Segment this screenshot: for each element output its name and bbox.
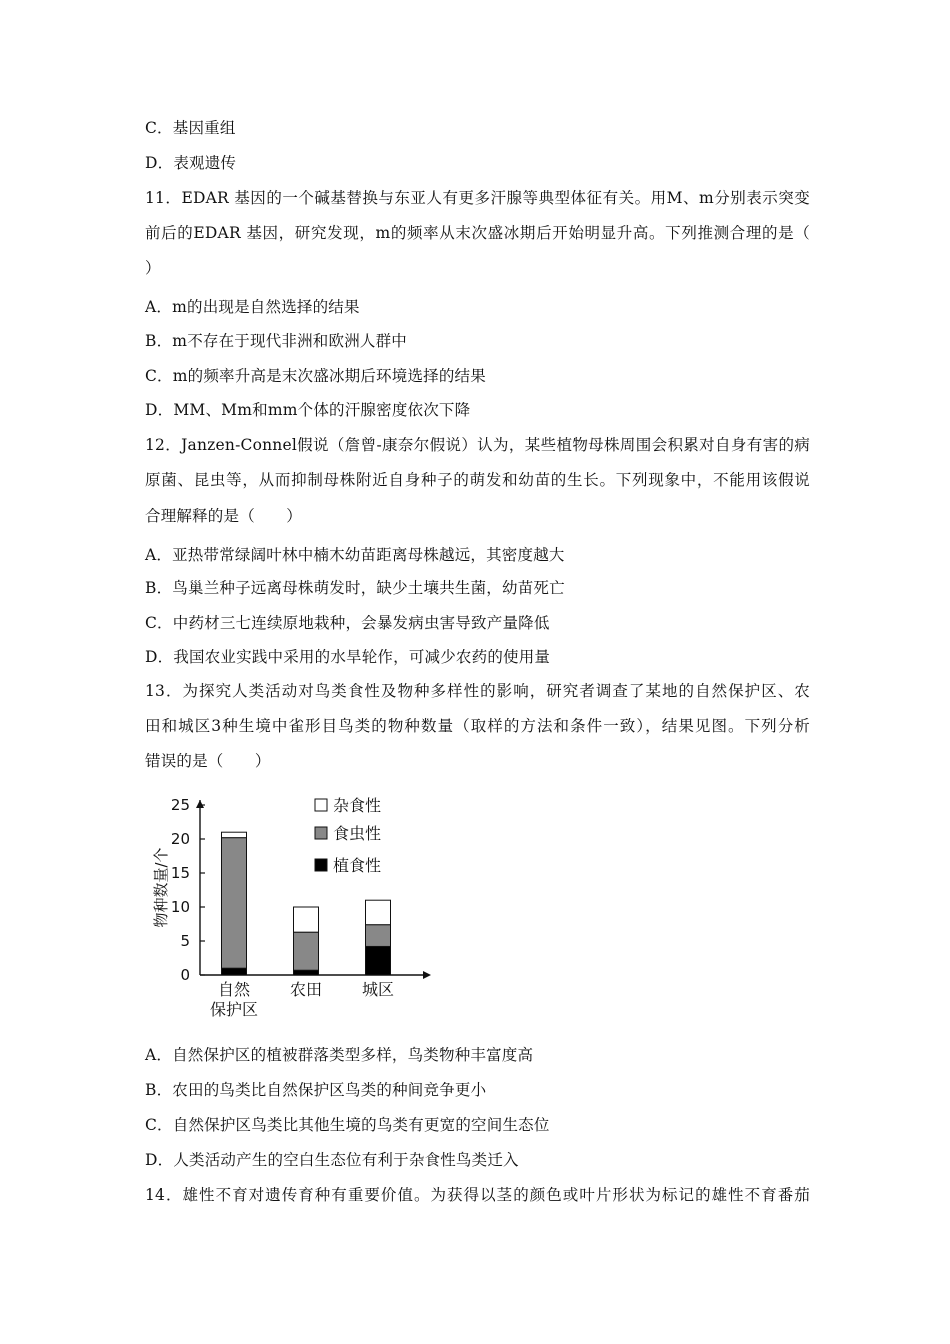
text-line: 13．为探究人类活动对鸟类食性及物种多样性的影响，研究者调查了某地的自然保护区、农 <box>145 682 810 700</box>
text-line: B．农田的鸟类比自然保护区鸟类的种间竞争更小 <box>145 1081 487 1099</box>
y-tick-label: 0 <box>180 966 190 984</box>
text-line: 合理解释的是（ ） <box>145 507 303 525</box>
y-tick-label: 25 <box>170 796 190 814</box>
text-line: B．鸟巢兰种子远离母株萌发时，缺少土壤共生菌，幼苗死亡 <box>145 579 565 597</box>
y-axis-arrow <box>196 800 204 808</box>
bar-segment <box>222 968 247 975</box>
y-axis-label: 物种数量/个 <box>152 847 170 928</box>
text-line: A．自然保护区的植被群落类型多样，鸟类物种丰富度高 <box>145 1046 534 1064</box>
y-tick-label: 5 <box>180 932 190 950</box>
text-line: 错误的是（ ） <box>145 752 271 770</box>
text-line: 14．雄性不育对遗传育种有重要价值。为获得以茎的颜色或叶片形状为标记的雄性不育番茄 <box>145 1186 810 1204</box>
text-line: ） <box>145 259 161 277</box>
legend-swatch <box>315 827 327 839</box>
x-tick-label: 城区 <box>361 980 395 999</box>
text-line: D．表观遗传 <box>145 154 237 172</box>
text-line: D．人类活动产生的空白生态位有利于杂食性鸟类迁入 <box>145 1151 519 1169</box>
bar-segment <box>366 925 391 947</box>
x-tick-label: 农田 <box>289 980 323 999</box>
bar-segment <box>222 832 247 837</box>
text-line: D．我国农业实践中采用的水旱轮作，可减少农药的使用量 <box>145 648 551 666</box>
x-axis-arrow <box>423 971 431 979</box>
legend-label: 植食性 <box>333 856 382 875</box>
text-line: 前后的EDAR 基因，研究发现，m的频率从末次盛冰期后开始明显升高。下列推测合理的是（ <box>145 224 810 242</box>
text-line: C．m的频率升高是末次盛冰期后环境选择的结果 <box>145 367 486 385</box>
bar-segment <box>294 907 319 932</box>
text-line: A．m的出现是自然选择的结果 <box>145 298 360 316</box>
text-line: 原菌、昆虫等，从而抑制母株附近自身种子的萌发和幼苗的生长。下列现象中，不能用该假说 <box>145 471 810 489</box>
x-tick-label: 自然 <box>217 980 251 999</box>
legend-swatch <box>315 799 327 811</box>
text-line: A．亚热带常绿阔叶林中楠木幼苗距离母株越远，其密度越大 <box>145 546 565 564</box>
y-tick-label: 10 <box>170 898 190 916</box>
y-tick-label: 20 <box>170 830 190 848</box>
text-line: B．m不存在于现代非洲和欧洲人群中 <box>145 332 407 350</box>
x-tick-label: 保护区 <box>209 1000 259 1019</box>
text-line: 11．EDAR 基因的一个碱基替换与东亚人有更多汗腺等典型体征有关。用M、m分别表示突变 <box>145 189 810 207</box>
y-tick-label: 15 <box>170 864 190 882</box>
bird-species-chart <box>140 785 440 1025</box>
legend-swatch <box>315 859 327 871</box>
text-line: 田和城区3种生境中雀形目鸟类的物种数量（取样的方法和条件一致），结果见图。下列分析 <box>145 717 810 735</box>
text-line: C．自然保护区鸟类比其他生境的鸟类有更宽的空间生态位 <box>145 1116 550 1134</box>
legend-label: 食虫性 <box>333 824 382 843</box>
bar-segment <box>294 970 319 975</box>
text-line: C．中药材三七连续原地栽种，会暴发病虫害导致产量降低 <box>145 614 550 632</box>
legend-label: 杂食性 <box>333 796 382 815</box>
text-line: D．MM、Mm和mm个体的汗腺密度依次下降 <box>145 401 471 419</box>
bar-segment <box>366 900 391 924</box>
bar-segment <box>366 946 391 975</box>
bar-segment <box>294 932 319 970</box>
text-line: 12．Janzen-Connel假说（詹曾-康奈尔假说）认为，某些植物母株周围会积累对自身有害的病 <box>145 436 810 454</box>
text-line: C．基因重组 <box>145 119 236 137</box>
bar-segment <box>222 838 247 969</box>
